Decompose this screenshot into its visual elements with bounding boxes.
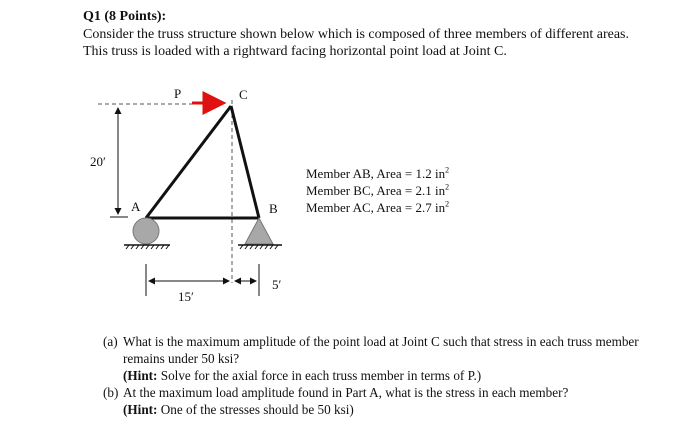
problem-title: Q1 (8 Points): [83, 9, 167, 24]
question-b-hint-text: One of the stresses should be 50 ksi) [160, 402, 354, 417]
member-ac-area: Member AC, Area = 2.7 $in^2$ [306, 199, 450, 215]
roller-support-a [133, 218, 159, 244]
member-bc [231, 106, 259, 218]
question-a [103, 333, 663, 367]
member-ab-area: Member AB, Area = 1.2 $in^2$ [306, 165, 450, 181]
member-areas [306, 165, 449, 216]
question-b-label: (b) [103, 385, 119, 400]
joint-c-label: C [239, 87, 248, 102]
question-a-hint-text: Solve for the axial force in each truss member in terms of P.) [160, 368, 482, 383]
offset-dimension-label: 5′ [272, 277, 282, 292]
height-dimension-label: 20′ [90, 154, 106, 169]
problem-intro: Consider the truss structure shown below which is composed of three members of different areas. This truss is loaded with a rightward facing horizontal point load at Joint C. [83, 27, 629, 59]
questions [103, 333, 663, 418]
question-b-hint [103, 401, 663, 418]
joint-a-label: A [131, 199, 141, 214]
question-a-text: What is the maximum amplitude of the point load at Joint C such that stress in each truss member remains under 50 ksi? [123, 334, 639, 366]
question-a-hint-label: (Hint: [123, 368, 158, 383]
question-b-text: At the maximum load amplitude found in Part A, what is the stress in each member? [123, 385, 569, 400]
pin-support-b [245, 218, 273, 244]
width-dimension-label: 15′ [178, 289, 194, 304]
question-b-hint-label: (Hint: [123, 402, 158, 417]
joint-b-label: B [269, 201, 278, 216]
question-b [103, 384, 663, 401]
question-a-hint [103, 367, 663, 384]
member-bc-area: Member BC, Area = 2.1 $in^2$ [306, 182, 450, 198]
member-ac [146, 106, 231, 218]
question-a-label: (a) [103, 334, 118, 349]
load-label: P [174, 86, 182, 101]
